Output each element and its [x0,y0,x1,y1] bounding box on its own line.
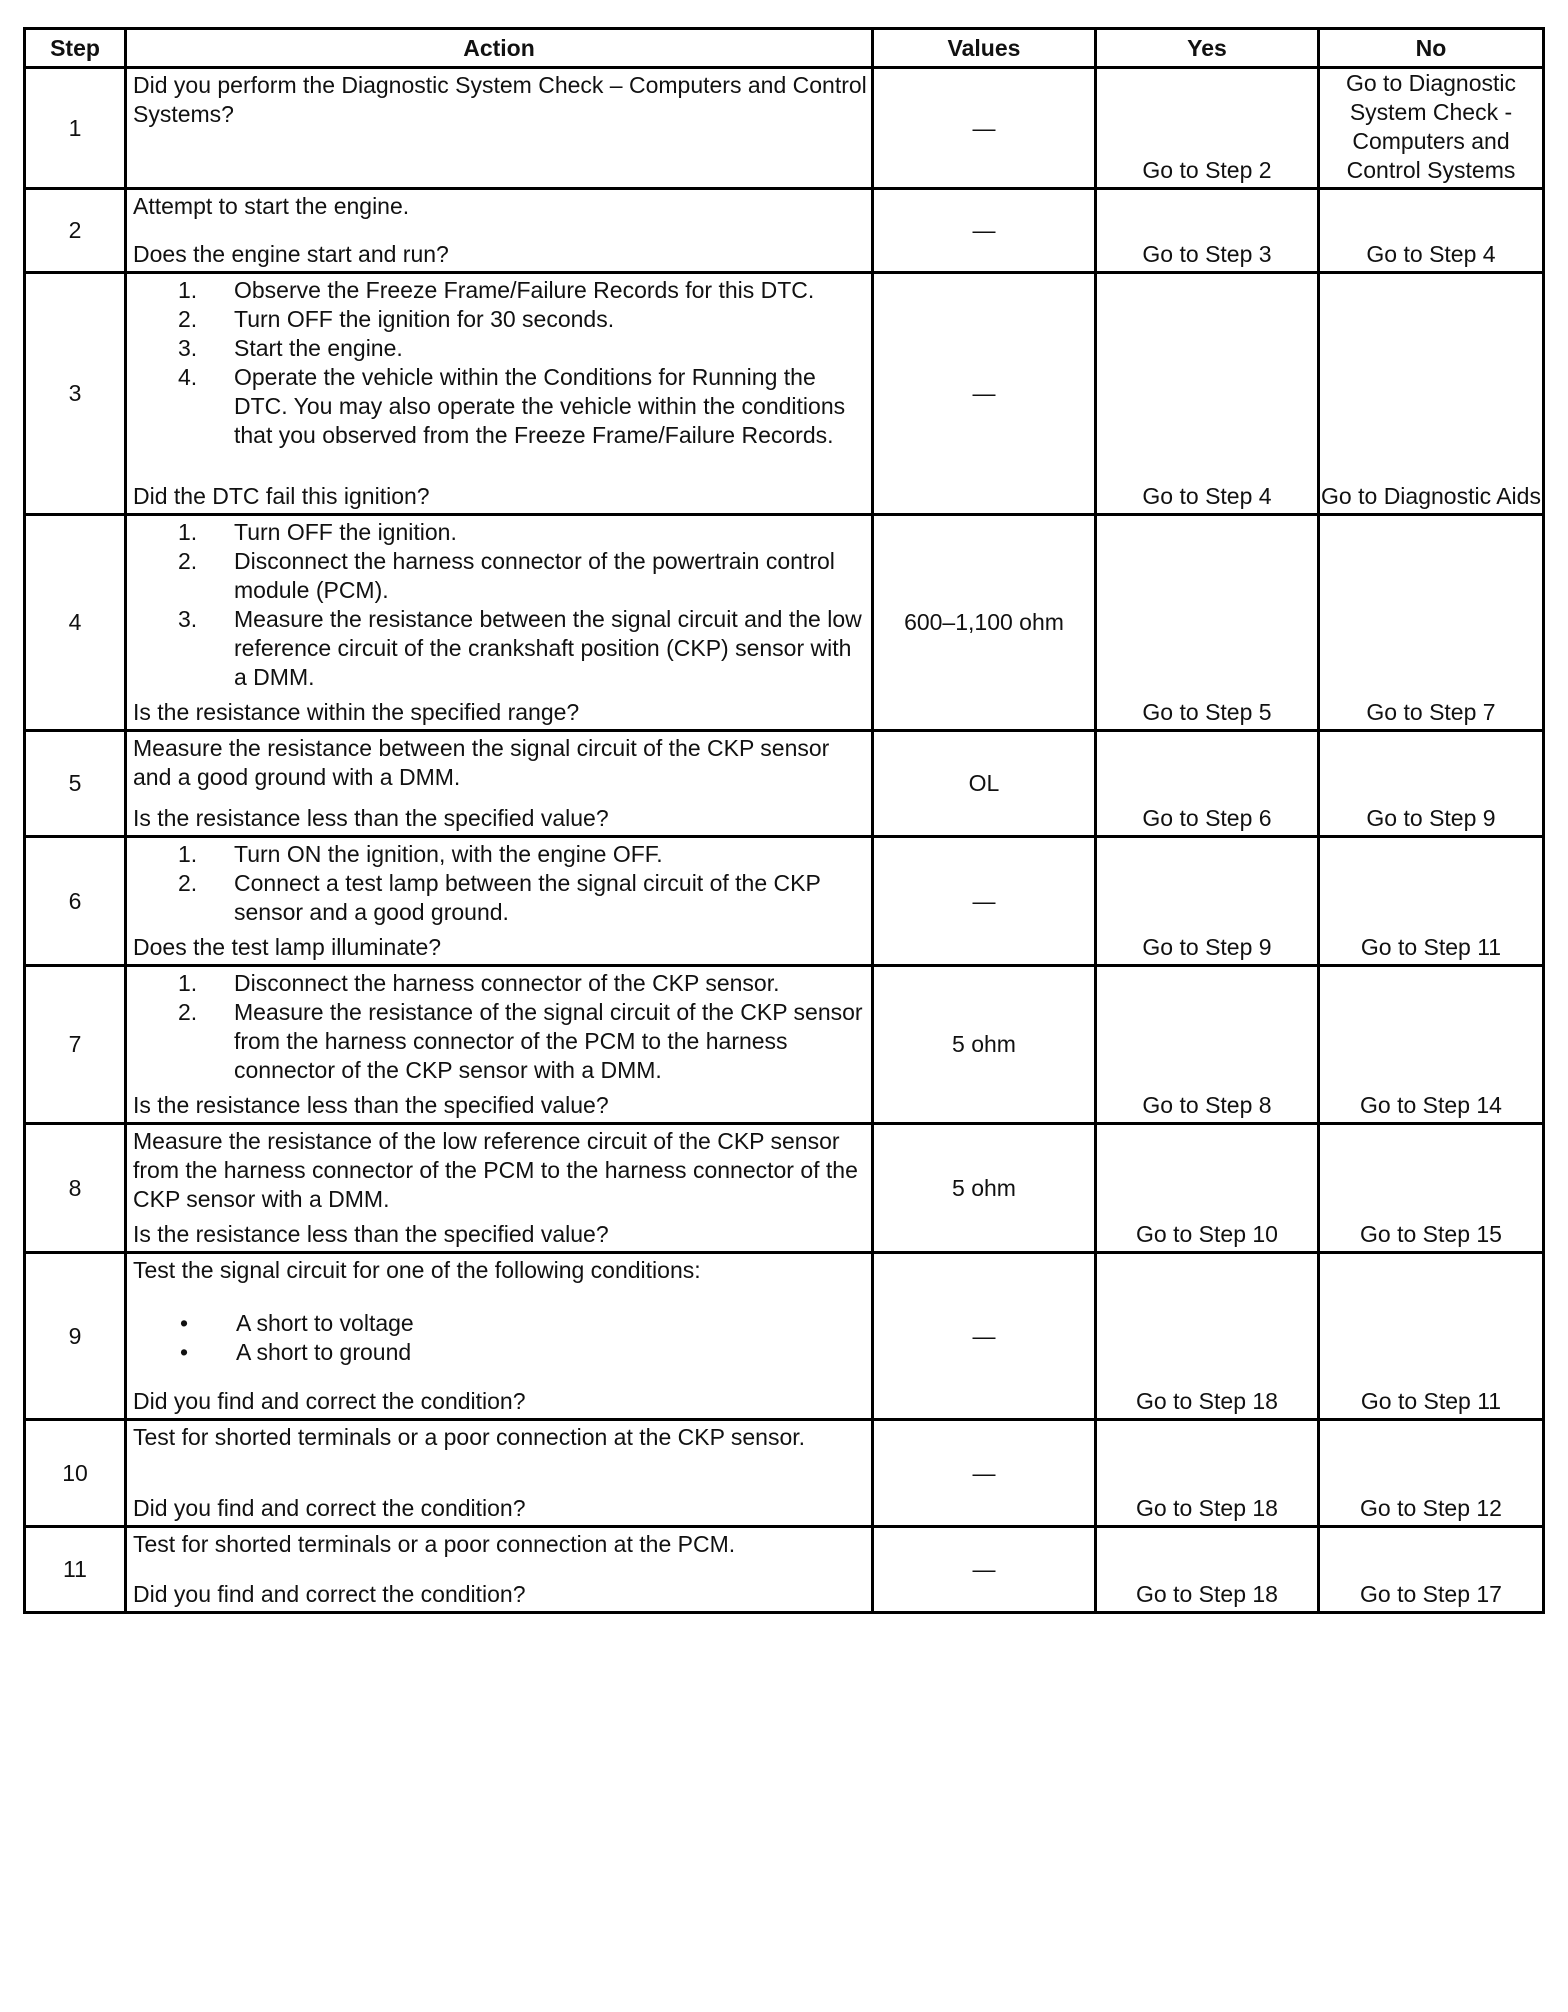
action-text: Test for shorted terminals or a poor connection at the PCM. [133,1531,736,1557]
action-text: Did you perform the Diagnostic System Check – Computers and Control Systems? [133,72,867,127]
action-cell [126,1124,873,1253]
action-step-text: Turn OFF the ignition for 30 seconds. [234,306,615,332]
action-step-text: Disconnect the harness connector of the powertrain control module (PCM). [234,548,835,603]
step-number: 3 [25,273,126,515]
condition-text: A short to ground [236,1339,412,1365]
spec-value: 600–1,100 ohm [873,515,1096,731]
action-cell [126,515,873,731]
action-cell [126,1253,873,1420]
table-row [25,1253,1544,1420]
action-question: Is the resistance less than the specified value? [133,805,609,831]
spec-value: — [873,189,1096,273]
action-cell [126,1420,873,1527]
action-question: Did the DTC fail this ignition? [133,483,430,509]
action-question: Does the test lamp illuminate? [133,934,442,960]
action-step-number: 2. [178,999,198,1025]
action-step-item [133,969,867,998]
header-no: No [1319,29,1544,68]
table-row [25,1124,1544,1253]
diagnostic-table [23,27,1545,1614]
action-step-text: Measure the resistance between the signal circuit and the low reference circuit of the crankshaft position (CKP) sensor with a DMM. [234,606,862,690]
action-question: Is the resistance less than the specified value? [133,1221,609,1247]
yes-action-link: Go to Step 3 [1096,189,1319,273]
action-cell [126,189,873,273]
action-step-number: 2. [178,870,198,896]
action-steps-list [133,518,867,692]
action-content [133,969,867,1120]
yes-action-link: Go to Step 18 [1096,1527,1319,1613]
spec-value: — [873,1253,1096,1420]
action-step-item [133,547,867,605]
action-step-item [133,334,867,363]
table-row [25,1527,1544,1613]
yes-action-link: Go to Step 18 [1096,1420,1319,1527]
table-row [25,68,1544,189]
no-action-link: Go to Step 11 [1319,1253,1544,1420]
action-step-number: 2. [178,548,198,574]
spec-value: OL [873,731,1096,837]
action-content [133,1530,867,1609]
no-action-link: Go to Step 7 [1319,515,1544,731]
yes-action-link: Go to Step 8 [1096,966,1319,1124]
bullet-icon: • [180,1339,189,1365]
action-step-item [133,840,867,869]
action-content [133,518,867,727]
action-body [133,1530,867,1559]
action-step-number: 2. [178,306,198,332]
action-body [133,969,867,1085]
no-action-link: Go to Step 15 [1319,1124,1544,1253]
header-step: Step [25,29,126,68]
header-yes: Yes [1096,29,1319,68]
action-step-item [133,363,867,450]
action-step-number: 1. [178,519,198,545]
action-body [133,1256,867,1367]
step-number: 4 [25,515,126,731]
yes-action-link: Go to Step 6 [1096,731,1319,837]
step-number: 8 [25,1124,126,1253]
action-cell [126,1527,873,1613]
table-row [25,1420,1544,1527]
action-question: Did you find and correct the condition? [133,1495,526,1521]
action-step-number: 1. [178,970,198,996]
yes-action-link: Go to Step 4 [1096,273,1319,515]
condition-item [133,1309,867,1338]
step-number: 6 [25,837,126,966]
action-body [133,734,867,792]
spec-value: 5 ohm [873,1124,1096,1253]
step-number: 2 [25,189,126,273]
table-row [25,273,1544,515]
action-content [133,1127,867,1249]
table-body [25,68,1544,1613]
spec-value: — [873,1527,1096,1613]
action-question: Did you find and correct the condition? [133,1581,526,1607]
action-body [133,1127,867,1214]
no-action-link: Go to Step 14 [1319,966,1544,1124]
header-action: Action [126,29,873,68]
action-content [133,1256,867,1416]
action-body [133,276,867,450]
action-question: Does the engine start and run? [133,241,449,267]
action-body [133,840,867,927]
no-action-link: Go to Step 11 [1319,837,1544,966]
action-cell [126,273,873,515]
condition-item [133,1338,867,1367]
no-action-link: Go to Step 17 [1319,1527,1544,1613]
action-step-text: Turn OFF the ignition. [234,519,457,545]
table-row [25,837,1544,966]
spec-value: — [873,68,1096,189]
step-number: 10 [25,1420,126,1527]
action-step-text: Start the engine. [234,335,403,361]
action-text: Measure the resistance of the low reference circuit of the CKP sensor from the harness connector of the PCM to the harness connector of the CKP sensor with a DMM. [133,1128,858,1212]
action-step-number: 3. [178,606,198,632]
no-action-link: Go to Diagnostic System Check - Computers and Control Systems [1319,68,1544,189]
no-action-link: Go to Step 4 [1319,189,1544,273]
action-content [133,192,867,269]
action-step-number: 1. [178,841,198,867]
condition-text: A short to voltage [236,1310,414,1336]
action-step-item [133,276,867,305]
action-question: Did you find and correct the condition? [133,1388,526,1414]
step-number: 7 [25,966,126,1124]
yes-action-link: Go to Step 5 [1096,515,1319,731]
action-step-item [133,305,867,334]
action-step-text: Connect a test lamp between the signal circuit of the CKP sensor and a good ground. [234,870,821,925]
action-body [133,518,867,692]
step-number: 5 [25,731,126,837]
action-body [133,71,867,129]
action-step-text: Measure the resistance of the signal circuit of the CKP sensor from the harness connector of the PCM to the harness connector of the CKP sensor with a DMM. [234,999,863,1083]
action-cell [126,837,873,966]
step-number: 11 [25,1527,126,1613]
action-body [133,1423,867,1452]
bullet-icon: • [180,1310,189,1336]
condition-list [133,1309,867,1367]
action-content [133,840,867,962]
spec-value: — [873,1420,1096,1527]
action-content [133,276,867,511]
action-content [133,1423,867,1523]
action-question: Is the resistance less than the specified value? [133,1092,609,1118]
action-step-text: Observe the Freeze Frame/Failure Records for this DTC. [234,277,815,303]
action-content [133,71,867,185]
action-step-item [133,998,867,1085]
header-values: Values [873,29,1096,68]
action-text: Measure the resistance between the signal circuit of the CKP sensor and a good ground with a DMM. [133,735,830,790]
step-number: 1 [25,68,126,189]
action-step-item [133,869,867,927]
action-step-number: 3. [178,335,198,361]
action-steps-list [133,276,867,450]
action-body [133,192,867,221]
header-row [25,29,1544,68]
table-row [25,515,1544,731]
action-text: Attempt to start the engine. [133,193,410,219]
action-step-number: 4. [178,364,198,390]
action-text: Test the signal circuit for one of the following conditions: [133,1257,701,1283]
action-cell [126,731,873,837]
step-number: 9 [25,1253,126,1420]
action-step-item [133,605,867,692]
action-content [133,734,867,833]
action-step-text: Disconnect the harness connector of the CKP sensor. [234,970,780,996]
action-cell [126,966,873,1124]
spec-value: — [873,837,1096,966]
action-step-text: Operate the vehicle within the Conditions for Running the DTC. You may also operate the vehicle within the conditions that you observed from the Freeze Frame/Failure Records. [234,364,846,448]
yes-action-link: Go to Step 9 [1096,837,1319,966]
action-question: Is the resistance within the specified range? [133,699,580,725]
action-step-number: 1. [178,277,198,303]
yes-action-link: Go to Step 2 [1096,68,1319,189]
action-step-item [133,518,867,547]
table-row [25,966,1544,1124]
table-row [25,189,1544,273]
yes-action-link: Go to Step 18 [1096,1253,1319,1420]
action-steps-list [133,969,867,1085]
action-step-text: Turn ON the ignition, with the engine OFF. [234,841,663,867]
action-steps-list [133,840,867,927]
spec-value: — [873,273,1096,515]
no-action-link: Go to Diagnostic Aids [1319,273,1544,515]
no-action-link: Go to Step 12 [1319,1420,1544,1527]
action-text: Test for shorted terminals or a poor connection at the CKP sensor. [133,1424,806,1450]
spec-value: 5 ohm [873,966,1096,1124]
yes-action-link: Go to Step 10 [1096,1124,1319,1253]
action-cell [126,68,873,189]
no-action-link: Go to Step 9 [1319,731,1544,837]
table-row [25,731,1544,837]
